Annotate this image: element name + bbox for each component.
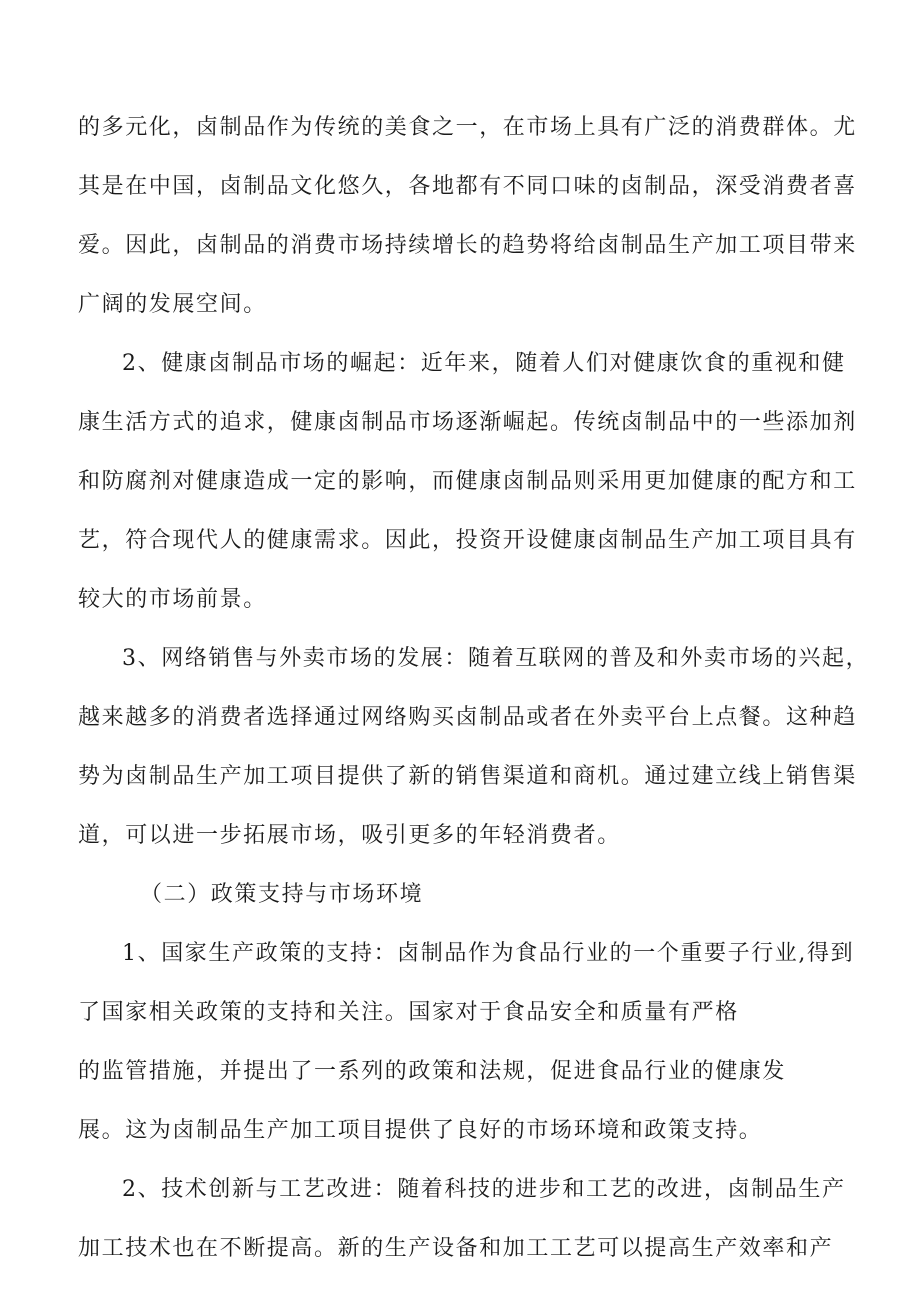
section-heading: （二）政策支持与市场环境 xyxy=(140,882,424,907)
paragraph-line: 其是在中国，卤制品文化悠久，各地都有不同口味的卤制品，深受消费者喜 xyxy=(78,174,857,199)
paragraph-line: 广阔的发展空间。 xyxy=(78,292,267,317)
paragraph-line: 展。这为卤制品生产加工项目提供了良好的市场环境和政策支持。 xyxy=(78,1118,763,1143)
paragraph-line: 了国家相关政策的支持和关注。国家对于食品安全和质量有严格 xyxy=(78,1000,739,1025)
paragraph-line: 的监管措施，并提出了一系列的政策和法规，促进食品行业的健康发 xyxy=(78,1059,787,1084)
paragraph-line: 爱。因此，卤制品的消费市场持续增长的趋势将给卤制品生产加工项目带来 xyxy=(78,233,857,258)
paragraph-line: 康生活方式的追求，健康卤制品市场逐渐崛起。传统卤制品中的一些添加剂 xyxy=(78,410,857,435)
paragraph-line: 道，可以进一步拓展市场，吸引更多的年轻消费者。 xyxy=(78,823,621,848)
paragraph-line: 3、网络销售与外卖市场的发展：随着互联网的普及和外卖市场的兴起， xyxy=(122,646,870,671)
paragraph-line: 2、技术创新与工艺改进：随着科技的进步和工艺的改进，卤制品生产 xyxy=(122,1177,846,1202)
paragraph-line: 越来越多的消费者选择通过网络购买卤制品或者在外卖平台上点餐。这种趋 xyxy=(78,705,857,730)
paragraph-line: 1、国家生产政策的支持：卤制品作为食品行业的一个重要子行业,得到 xyxy=(122,941,855,966)
paragraph-line: 较大的市场前景。 xyxy=(78,587,267,612)
paragraph-line: 2、健康卤制品市场的崛起：近年来，随着人们对健康饮食的重视和健 xyxy=(122,351,846,376)
paragraph-line: 艺，符合现代人的健康需求。因此，投资开设健康卤制品生产加工项目具有 xyxy=(78,528,857,553)
paragraph-line: 加工技术也在不断提高。新的生产设备和加工工艺可以提高生产效率和产 xyxy=(78,1236,834,1261)
paragraph-line: 的多元化，卤制品作为传统的美食之一，在市场上具有广泛的消费群体。尤 xyxy=(78,115,857,140)
paragraph-line: 势为卤制品生产加工项目提供了新的销售渠道和商机。通过建立线上销售渠 xyxy=(78,764,857,789)
paragraph-line: 和防腐剂对健康造成一定的影响，而健康卤制品则采用更加健康的配方和工 xyxy=(78,469,857,494)
